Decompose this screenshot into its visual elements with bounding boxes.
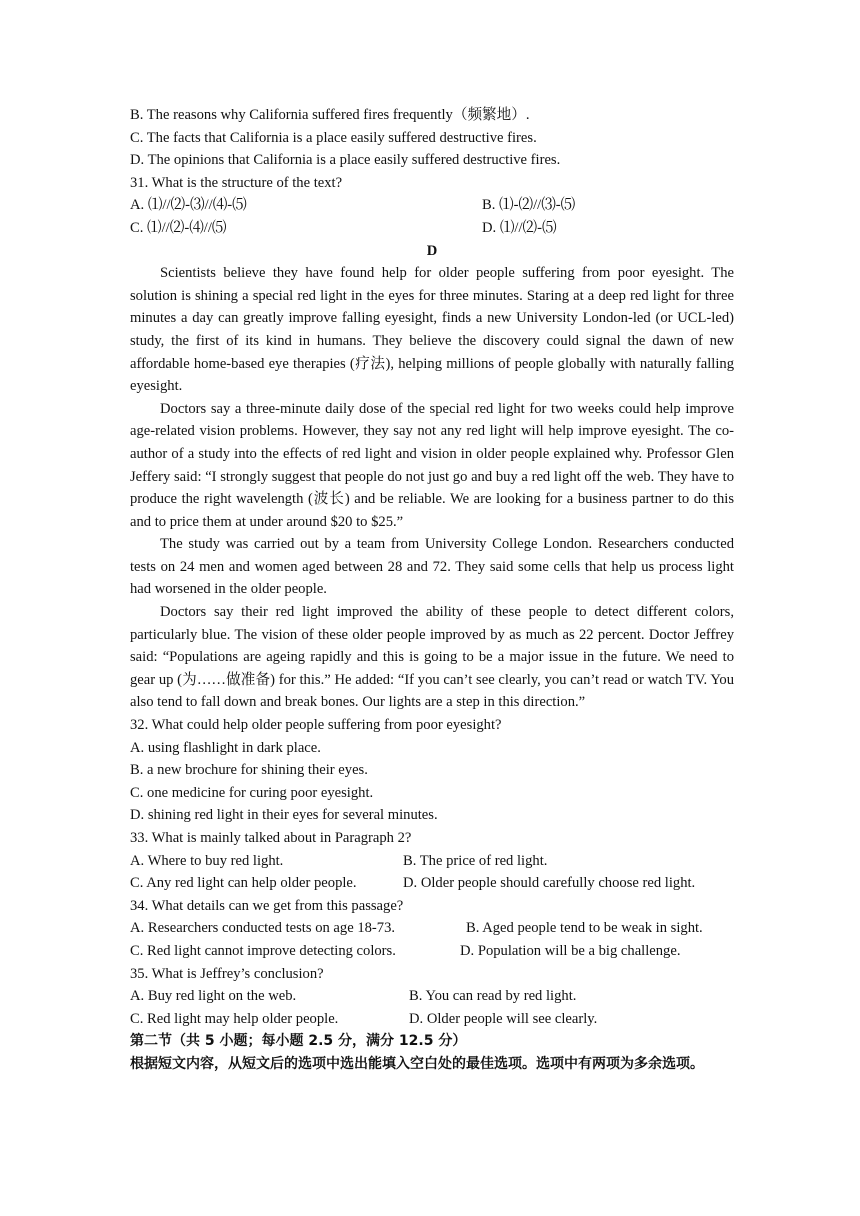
q32-question: 32. What could help older people suffering from poor eyesight? (130, 717, 502, 734)
q31-option-b: B. ⑴-⑵//⑶-⑸ (482, 197, 576, 214)
passage-paragraph: Scientists believe they have found help for older people suffering from poor eyesight. The solution is shining a special red light in the eyes for three minutes. Staring at a deep red light for three minutes a day can greatly improve falling eyesight, finds a new University London-led (or UCL-led) study, the first of its kind in humans. They believe the discovery could signal the dawn of new affordable home-based eye therapies (疗法), helping millions of people globally with naturally falling eyesight. (130, 265, 734, 395)
q35-option-b: B. You can read by red light. (409, 988, 577, 1005)
q31-options-row-2 (130, 217, 734, 240)
q34-question: 34. What details can we get from this passage? (130, 897, 404, 914)
q34-options-row-1 (130, 917, 734, 940)
q33-option-b: B. The price of red light. (403, 852, 548, 869)
q31-option-d: D. ⑴//⑵-⑸ (482, 219, 557, 236)
q32-option-b: B. a new brochure for shining their eyes. (130, 762, 368, 779)
q35-question: 35. What is Jeffrey’s conclusion? (130, 965, 324, 982)
section-instructions: 根据短文内容，从短文后的选项中选出能填入空白处的最佳选项。选项中有两项为多余选项。 (130, 1055, 704, 1072)
q34-option-a: A. Researchers conducted tests on age 18-73. (130, 920, 396, 937)
q33-option-d: D. Older people should carefully choose red light. (403, 875, 696, 892)
q34-option-b: B. Aged people tend to be weak in sight. (466, 920, 703, 937)
q33-question: 33. What is mainly talked about in Paragraph 2? (130, 830, 412, 846)
passage-heading: D (426, 242, 438, 259)
exam-page (130, 104, 734, 1076)
q32-option-a: A. using flashlight in dark place. (130, 739, 321, 756)
q32-option-c: C. one medicine for curing poor eyesight. (130, 784, 374, 801)
q35-option-a: A. Buy red light on the web. (130, 988, 297, 1005)
q33-option-a: A. Where to buy red light. (130, 852, 284, 869)
passage-paragraph: Doctors say a three-minute daily dose of the special red light for two weeks could help improve age-related vision problems. However, they say not any red light will help improve eyesight. The co-author of a study into the effects of red light and vision in older people explained why. Professor Glen Jeffery said: “I strongly suggest that people do not just go and buy a red light off the web. They have to produce the right wavelength (波长) and be reliable. We are looking for a business partner to do this and to price them at under around $20 to $25.” (130, 400, 734, 530)
q34-option-c: C. Red light cannot improve detecting colors. (130, 942, 396, 959)
section-title: 第二节（共 5 小题；每小题 2.5 分，满分 12.5 分） (130, 1033, 467, 1050)
q35-option-c: C. Red light may help older people. (130, 1010, 339, 1027)
q31-options-row-1 (130, 194, 734, 217)
q31-option-a: A. ⑴//⑵-⑶//⑷-⑸ (130, 197, 247, 214)
q31-question: 31. What is the structure of the text? (130, 174, 343, 191)
q34-option-d: D. Population will be a big challenge. (460, 942, 681, 959)
q30-option-d: D. The opinions that California is a place easily suffered destructive fires. (130, 152, 561, 169)
q32-option-d: D. shining red light in their eyes for several minutes. (130, 807, 438, 824)
passage-paragraph: The study was carried out by a team from University College London. Researchers conducted tests on 24 men and women aged between 28 and 72. They said some cells that help us process light had worsened in the older people. (130, 536, 734, 598)
q31-option-c: C. ⑴//⑵-⑷//⑸ (130, 219, 227, 236)
q30-option-b: B. The reasons why California suffered fires frequently（频繁地）. (130, 107, 530, 123)
q33-options-row-2 (130, 872, 734, 895)
passage-paragraph: Doctors say their red light improved the ability of these people to detect different colors, particularly blue. The vision of these older people improved by as much as 22 percent. Doctor Jeffrey said: “Populations are ageing rapidly and this is going to be a major issue in the future. We need to gear up (为……做准备) for this.” He added: “If you can’t see clearly, you can’t read or watch TV. You also tend to fall down and break bones. Our lights are a step in this direction.” (130, 604, 734, 711)
q33-options-row-1 (130, 850, 734, 873)
q35-options-row-2 (130, 1008, 734, 1031)
q35-option-d: D. Older people will see clearly. (409, 1010, 598, 1027)
q33-option-c: C. Any red light can help older people. (130, 875, 357, 892)
q34-options-row-2 (130, 940, 734, 963)
q35-options-row-1 (130, 985, 734, 1008)
q30-option-c: C. The facts that California is a place easily suffered destructive fires. (130, 129, 537, 146)
